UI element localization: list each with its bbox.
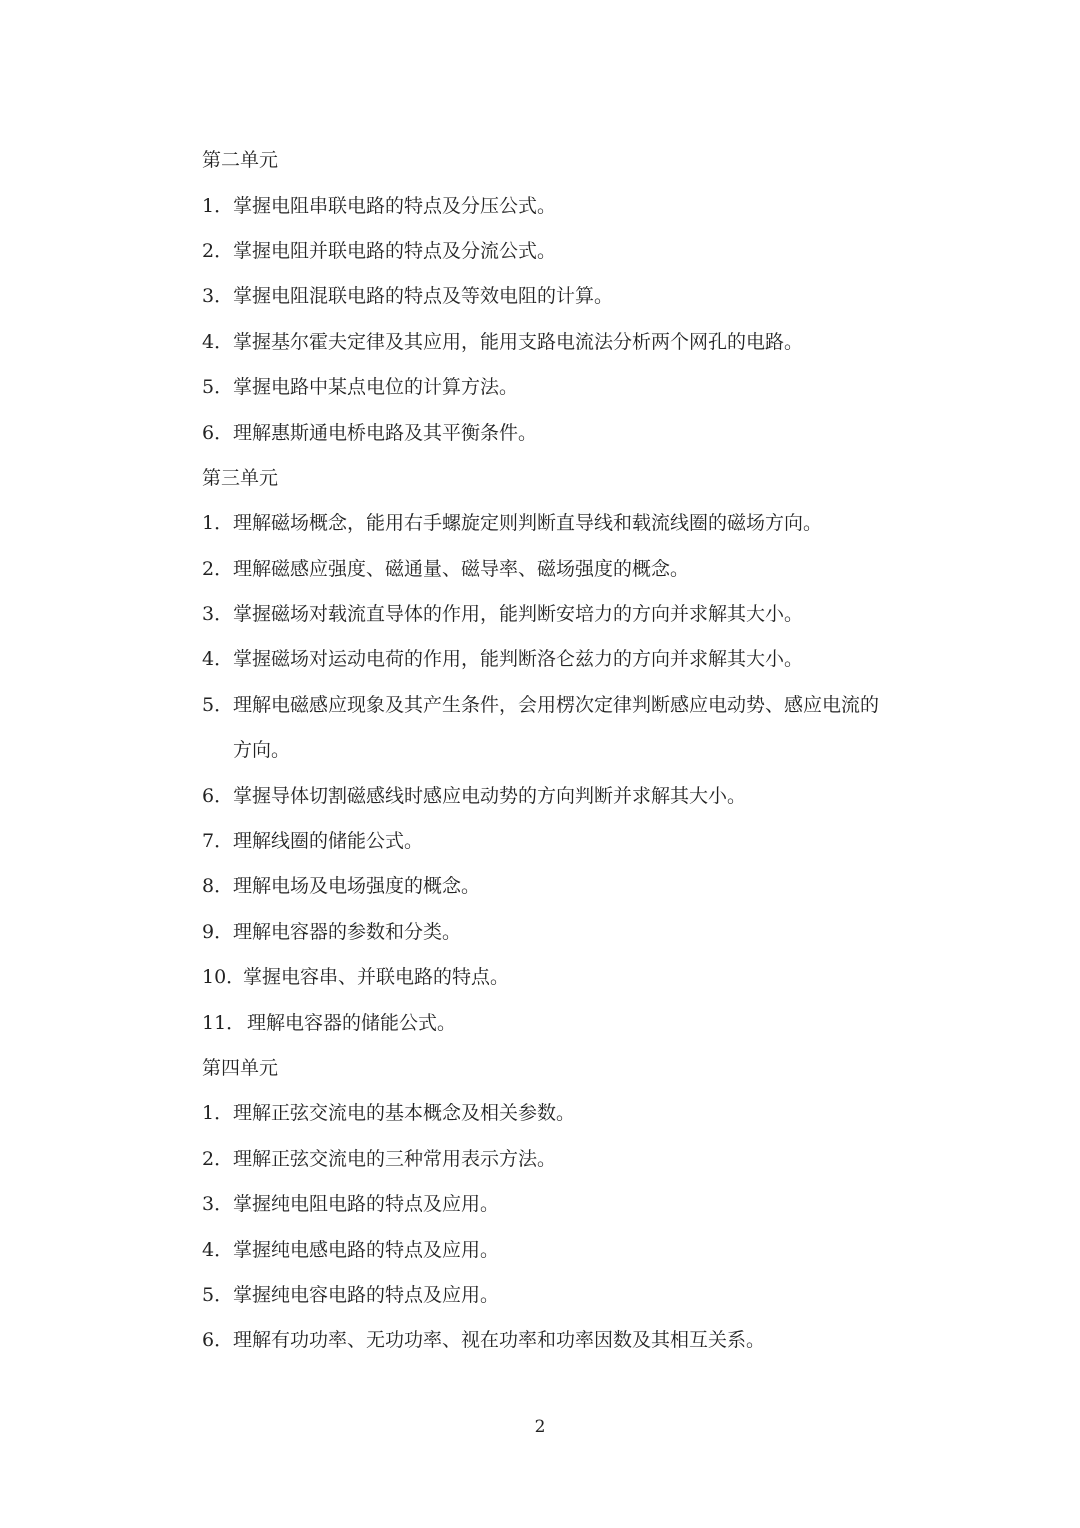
item-number: 6．: [202, 785, 234, 807]
item-number: 2．: [202, 1148, 234, 1170]
item-text: 理解电容器的储能公式。: [247, 1012, 457, 1034]
list-item: [202, 511, 822, 535]
item-text: 掌握纯电感电路的特点及应用。: [233, 1239, 500, 1261]
item-text: 理解正弦交流电的三种常用表示方法。: [233, 1148, 557, 1170]
item-number: 8．: [202, 875, 234, 897]
item-number: 4．: [202, 1239, 234, 1261]
section-heading: 第三单元: [202, 467, 279, 489]
item-text: 掌握磁场对运动电荷的作用，能判断洛仑兹力的方向并求解其大小。: [233, 648, 804, 670]
item-text: 掌握电路中某点电位的计算方法。: [233, 376, 519, 398]
item-number: 7．: [202, 830, 234, 852]
list-item: [202, 330, 803, 354]
list-item: [202, 693, 879, 717]
item-number: 2．: [202, 558, 234, 580]
item-number: 10．: [202, 966, 246, 988]
list-item: [202, 1328, 765, 1352]
list-item: [202, 1238, 499, 1262]
list-item: [202, 1101, 575, 1125]
list-item: [202, 647, 803, 671]
item-number: 1．: [202, 512, 234, 534]
item-text: 理解正弦交流电的基本概念及相关参数。: [233, 1102, 576, 1124]
item-text: 理解线圈的储能公式。: [233, 830, 424, 852]
list-item: [202, 784, 746, 808]
item-number: 4．: [202, 648, 234, 670]
item-number: 5．: [202, 1284, 234, 1306]
item-text: 掌握磁场对载流直导体的作用，能判断安培力的方向并求解其大小。: [233, 603, 804, 625]
item-number: 3．: [202, 603, 234, 625]
item-number: 5．: [202, 694, 234, 716]
item-number: 1．: [202, 1102, 234, 1124]
item-text: 掌握纯电阻电路的特点及应用。: [233, 1193, 500, 1215]
item-text: 掌握纯电容电路的特点及应用。: [233, 1284, 500, 1306]
item-number: 1．: [202, 195, 234, 217]
list-item: [202, 421, 537, 445]
item-number: 3．: [202, 1193, 234, 1215]
list-item: [202, 1283, 499, 1307]
list-item: [202, 194, 556, 218]
item-text: 掌握电阻并联电路的特点及分流公式。: [233, 240, 557, 262]
list-item: [202, 284, 613, 308]
item-text: 理解惠斯通电桥电路及其平衡条件。: [233, 422, 538, 444]
page-number: 2: [534, 1417, 546, 1437]
item-text: 掌握基尔霍夫定律及其应用，能用支路电流法分析两个网孔的电路。: [233, 331, 804, 353]
item-text: 理解电场及电场强度的概念。: [233, 875, 481, 897]
item-number: 6．: [202, 1329, 234, 1351]
item-text: 理解磁感应强度、磁通量、磁导率、磁场强度的概念。: [233, 558, 690, 580]
item-number: 4．: [202, 331, 234, 353]
item-number: 9．: [202, 921, 234, 943]
list-item: [202, 965, 509, 989]
list-item: [202, 375, 518, 399]
item-text: 理解磁场概念，能用右手螺旋定则判断直导线和载流线圈的磁场方向。: [233, 512, 823, 534]
list-item: [202, 602, 803, 626]
list-item: [202, 1147, 556, 1171]
list-item: [202, 920, 461, 944]
list-item: [202, 239, 556, 263]
item-number: 6．: [202, 422, 234, 444]
item-number: 5．: [202, 376, 234, 398]
item-number: 11．: [202, 1012, 246, 1034]
item-text: 理解有功功率、无功功率、视在功率和功率因数及其相互关系。: [233, 1329, 766, 1351]
item-text: 掌握电阻混联电路的特点及等效电阻的计算。: [233, 285, 614, 307]
item-text: 理解电磁感应现象及其产生条件，会用楞次定律判断感应电动势、感应电流的: [233, 694, 880, 716]
item-text: 掌握导体切割磁感线时感应电动势的方向判断并求解其大小。: [233, 785, 747, 807]
item-text: 掌握电容串、并联电路的特点。: [243, 966, 510, 988]
item-text: 掌握电阻串联电路的特点及分压公式。: [233, 195, 557, 217]
list-item: [202, 829, 423, 853]
item-number: 2．: [202, 240, 234, 262]
item-continuation: 方向。: [233, 739, 291, 761]
list-item: [202, 557, 689, 581]
list-item: [202, 1011, 456, 1035]
list-item: [202, 1192, 499, 1216]
section-heading: 第四单元: [202, 1057, 279, 1079]
item-text: 理解电容器的参数和分类。: [233, 921, 462, 943]
list-item: [202, 874, 480, 898]
section-heading: 第二单元: [202, 149, 279, 171]
item-number: 3．: [202, 285, 234, 307]
